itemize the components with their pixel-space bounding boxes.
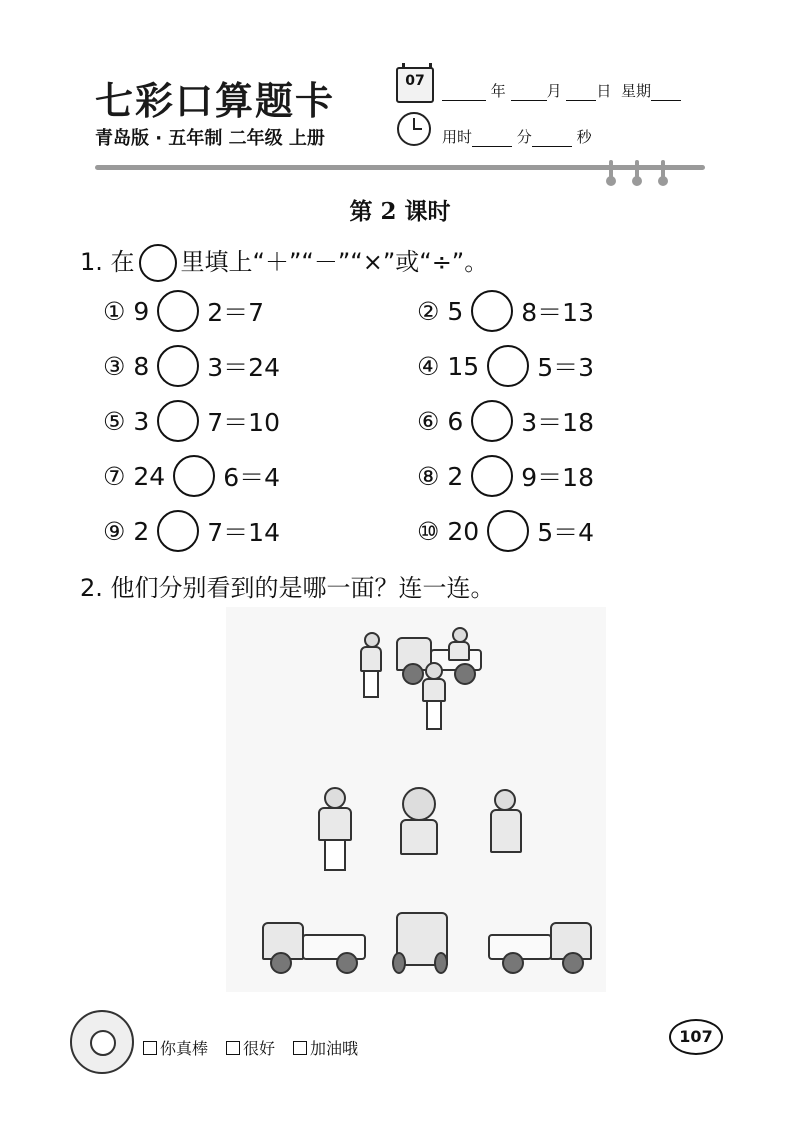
rating-option[interactable]: 加油哦 (293, 1036, 358, 1059)
equation-problem (103, 345, 280, 387)
equation-rest: 2＝7 (207, 298, 265, 327)
minutes-blank[interactable] (472, 132, 512, 147)
equation-rest: 7＝14 (207, 518, 280, 547)
equation-rest: 5＝4 (537, 518, 594, 547)
time-label: 用时 (442, 128, 473, 146)
equation-problem (417, 510, 594, 552)
problem-index: ③ (103, 351, 126, 381)
weekday-label: 星期 (620, 82, 651, 100)
page-number: 107 (669, 1019, 723, 1055)
operand-a: 2 (447, 461, 464, 491)
problem-index: ⑤ (103, 406, 126, 436)
equation-problem (417, 455, 594, 497)
question-1-prompt (80, 242, 488, 282)
checkbox-icon (226, 1041, 240, 1055)
month-label: 月 (546, 82, 562, 100)
operator-blank[interactable] (157, 510, 199, 552)
operator-blank[interactable] (157, 345, 199, 387)
divider-pin (661, 160, 665, 178)
operand-a: 8 (133, 351, 150, 381)
operator-blank[interactable] (471, 290, 513, 332)
seconds-blank[interactable] (532, 132, 572, 147)
checkbox-icon (143, 1041, 157, 1055)
operator-blank[interactable] (157, 400, 199, 442)
operator-blank[interactable] (471, 400, 513, 442)
problem-index: ① (103, 296, 126, 326)
problem-index: ④ (417, 351, 440, 381)
equation-rest: 7＝10 (207, 408, 280, 437)
operand-a: 5 (447, 296, 464, 326)
year-label: 年 (490, 82, 506, 100)
operand-a: 9 (133, 296, 150, 326)
question-1-suffix: 里填上“＋”“－”“×”或“÷”。 (180, 248, 489, 276)
minutes-label: 分 (516, 128, 532, 146)
equation-problem (103, 510, 280, 552)
problem-index: ② (417, 296, 440, 326)
equation-rest: 3＝18 (521, 408, 594, 437)
equation-problem (103, 455, 280, 497)
rating-option[interactable]: 你真棒 (143, 1036, 208, 1059)
operand-a: 2 (133, 516, 150, 546)
divider-pin (609, 160, 613, 178)
divider-pin (635, 160, 639, 178)
equation-rest: 6＝4 (223, 463, 280, 492)
rating-options (143, 1036, 358, 1059)
equation-rest: 9＝18 (521, 463, 594, 492)
operand-a: 6 (447, 406, 464, 436)
time-line (442, 126, 592, 147)
date-line (442, 80, 681, 101)
equation-problem (417, 400, 594, 442)
day-blank[interactable] (566, 86, 596, 101)
day-label: 日 (596, 82, 612, 100)
equation-problem (103, 290, 264, 332)
operand-a: 15 (447, 351, 480, 381)
question-1-prefix: 在 (110, 248, 135, 276)
checkbox-icon (293, 1041, 307, 1055)
rating-option[interactable]: 很好 (226, 1036, 275, 1059)
problem-index: ⑦ (103, 461, 126, 491)
operator-blank[interactable] (471, 455, 513, 497)
seconds-label: 秒 (576, 128, 592, 146)
circle-symbol (139, 244, 177, 282)
equation-rest: 5＝3 (537, 353, 594, 382)
operator-blank[interactable] (157, 290, 199, 332)
header-divider (95, 165, 705, 170)
equation-rest: 8＝13 (521, 298, 594, 327)
operator-blank[interactable] (487, 345, 529, 387)
problem-index: ⑩ (417, 516, 440, 546)
clock-icon (397, 112, 431, 146)
operand-a: 24 (133, 461, 166, 491)
equation-problem (417, 345, 594, 387)
lesson-title: 第 2 课时 (349, 198, 451, 225)
month-blank[interactable] (511, 86, 547, 101)
mascot-icon (70, 1010, 134, 1074)
question-1-number: 1. (80, 248, 103, 276)
operator-blank[interactable] (487, 510, 529, 552)
problem-index: ⑨ (103, 516, 126, 546)
calendar-icon (396, 67, 434, 103)
problem-index: ⑥ (417, 406, 440, 436)
brand-title: 七彩口算题卡 (95, 79, 336, 123)
equation-rest: 3＝24 (207, 353, 280, 382)
edition-label: 青岛版 · 五年制 二年级 上册 (95, 128, 325, 149)
question-2-prompt: 2. 他们分别看到的是哪一面？连一连。 (80, 574, 495, 602)
weekday-blank[interactable] (651, 86, 681, 101)
calendar-day: 07 (405, 73, 425, 89)
operand-a: 20 (447, 516, 480, 546)
operator-blank[interactable] (173, 455, 215, 497)
year-blank[interactable] (442, 86, 486, 101)
viewpoint-illustration (226, 607, 606, 992)
operand-a: 3 (133, 406, 150, 436)
equation-problem (417, 290, 594, 332)
equation-problem (103, 400, 280, 442)
problem-index: ⑧ (417, 461, 440, 491)
